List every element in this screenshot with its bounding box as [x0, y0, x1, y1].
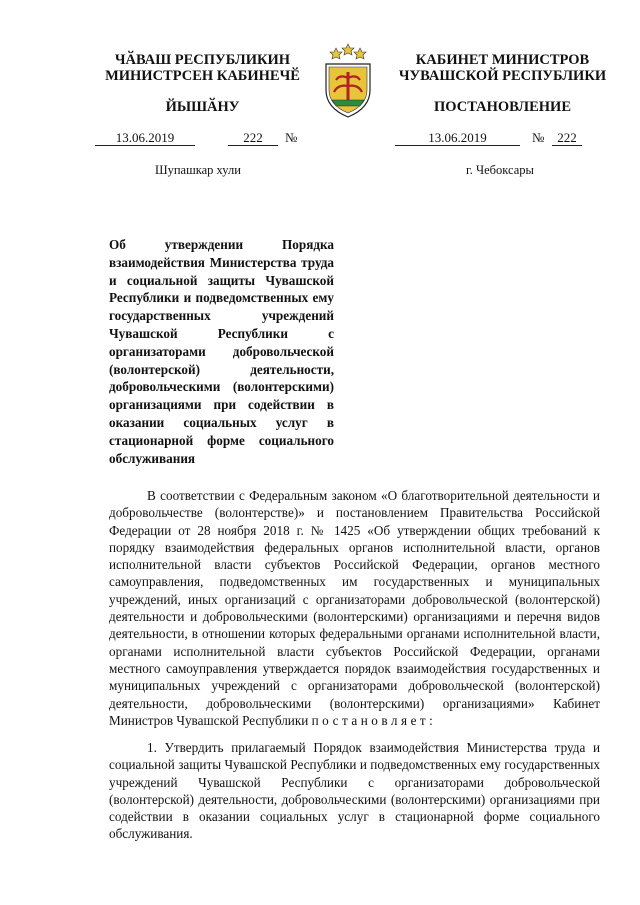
right-number: 222	[552, 130, 582, 146]
header-right-authority	[390, 52, 615, 84]
right-date-line	[395, 130, 600, 146]
header-left-doc-type: ЙЫШӐНУ	[165, 99, 240, 115]
left-number-sign: №	[285, 130, 298, 145]
right-date: 13.06.2019	[395, 130, 520, 146]
left-number: 222	[228, 130, 278, 146]
header-left-line1: ЧӐВАШ РЕСПУБЛИКИН	[114, 52, 291, 68]
clause-1-paragraph: 1. Утвердить прилагаемый Порядок взаимодействия Министерства труда и социальной защиты Чувашской Республики и подведомственных ему государственных учреждений Чувашской Республики с организаторами добровольческой (волонтерской) деятельности, добровольческими (волонтерскими) организациями при содействии в оказании социальных услуг в стационарной форме социального обслуживания.	[109, 740, 600, 842]
left-date: 13.06.2019	[95, 130, 195, 146]
left-place: Шупашкар хули	[155, 163, 241, 177]
right-number-sign: №	[532, 130, 545, 145]
chuvash-coat-of-arms-icon	[318, 42, 378, 120]
header-left-authority	[90, 52, 315, 84]
left-date-line	[95, 130, 325, 146]
preamble-text: В соответствии с Федеральным законом «О благотворительной деятельности и добровольчестве (волонтерстве)» и постановлением Правительства Российской Федерации от 28 ноября 2018 г. № 1425 «Об утверждении общих требований к порядку взаимодействия федеральных органов исполнительной власти, органов исполнительной власти субъектов Российской Федерации, органов местного самоуправления, подведомственных им государственных и муниципальных учреждений, иных организаций с организаторами добровольческой (волонтерской) деятельности и добровольческими (волонтерскими) организациями и перечня видов деятельности, в отношении которых федеральными органами исполнительной власти, органами исполнительной власти субъектов Российской Федерации, органами местного самоуправления утверждается порядок взаимодействия государственных и муниципальных учреждений с организаторами добровольческой (волонтерской) деятельности, добровольческими (волонтерскими) организациями» Кабинет Министров Чувашской Республики	[109, 488, 600, 728]
preamble-paragraph	[109, 487, 600, 729]
header-right-line1: КАБИНЕТ МИНИСТРОВ	[415, 52, 590, 68]
right-place: г. Чебоксары	[466, 163, 534, 177]
document-subject: Об утверждении Порядка взаимодействия Министерства труда и социальной защиты Чувашской Республики и подведомственных ему государственных учреждений Чувашской Республики с организаторами добровольческой (волонтерской) деятельности, добровольческими (волонтерскими) организациями при содействии в оказании социальных услуг в стационарной форме социального обслуживания	[109, 237, 334, 466]
decree-word: постановляет:	[311, 712, 437, 728]
header-right-line2: ЧУВАШСКОЙ РЕСПУБЛИКИ	[398, 68, 607, 84]
header-right-doc-type: ПОСТАНОВЛЕНИЕ	[433, 99, 571, 115]
header-left-line2: МИНИСТРСЕН КАБИНЕЧӖ	[105, 68, 300, 84]
